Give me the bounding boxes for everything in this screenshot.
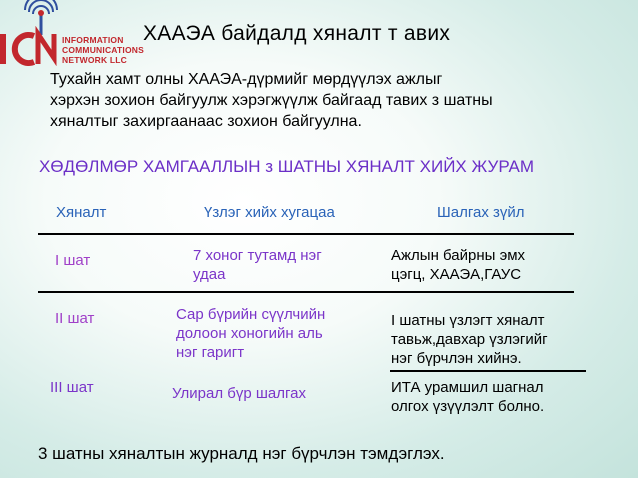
row-2-scope [391,311,548,368]
logo-line-3: NETWORK LLC [62,55,127,65]
header-scope: Шалгах зүйл [437,204,525,221]
row-2-scope-line-1: I шатны үзлэгт хяналт [391,312,545,329]
row-2-level: II шат [55,310,95,327]
row-3-level: III шат [50,379,94,396]
footer-note: 3 шатны хяналтын журналд нэг бүрчлэн тэмдэглэх. [38,444,445,463]
row-3-scope-line-2: олгох үзүүлэлт болно. [391,398,545,415]
table-divider-1 [38,233,574,235]
row-2-frequency-line-3: нэг гаригт [176,344,245,361]
page-title: ХААЭА байдалд хяналт т авих [143,22,451,45]
intro-paragraph [50,69,493,132]
row-1-scope-line-2: цэгц, ХААЭА,ГАУС [391,266,522,283]
logo-line-2: COMMUNICATIONS [62,45,144,55]
row-2-scope-line-2: тавьж,давхар үзлэгийг [391,331,548,348]
row-2-frequency-line-1: Сар бүрийн сүүлчийн [176,306,326,323]
row-1-frequency-line-2: удаа [193,266,226,283]
icn-letters-icon [0,26,62,66]
row-3-frequency [172,384,306,403]
row-1-scope-line-1: Ажлын байрны эмх [391,247,526,264]
logo-line-1: INFORMATION [62,35,124,45]
row-3-frequency-line-1: Улирал бүр шалгах [172,385,306,402]
row-2-frequency [176,305,325,362]
row-3-scope [391,378,544,416]
row-3-scope-line-1: ИТА урамшил шагнал [391,379,544,396]
row-1-frequency [193,246,322,284]
row-1-scope [391,246,525,284]
intro-line-2: хэрхэн зохион байгуулж хэрэгжүүлж байгаад тавих з шатны [50,92,493,109]
intro-line-3: хяналтыг захиргаанаас зохион байгуулна. [50,113,362,130]
header-frequency: Үзлэг хийх хугацаа [204,204,335,221]
intro-line-1: Тухайн хамт олны ХААЭА-дүрмийг мөрдүүлэх ажлыг [50,71,443,88]
company-logo [0,0,144,68]
row-1-level: I шат [55,252,91,269]
row-2-scope-line-3: нэг бүрчлэн хийнэ. [391,350,522,367]
row-2-frequency-line-2: долоон хоногийн аль [176,325,323,342]
procedure-title: ХӨДӨЛМӨР ХАМГААЛЛЫН з ШАТНЫ ХЯНАЛТ ХИЙХ ЖУРАМ [39,157,535,176]
table-divider-2 [38,291,574,293]
table-divider-3 [390,370,586,372]
row-1-frequency-line-1: 7 хоног тутамд нэг [193,247,322,264]
header-control: Хяналт [56,204,107,221]
